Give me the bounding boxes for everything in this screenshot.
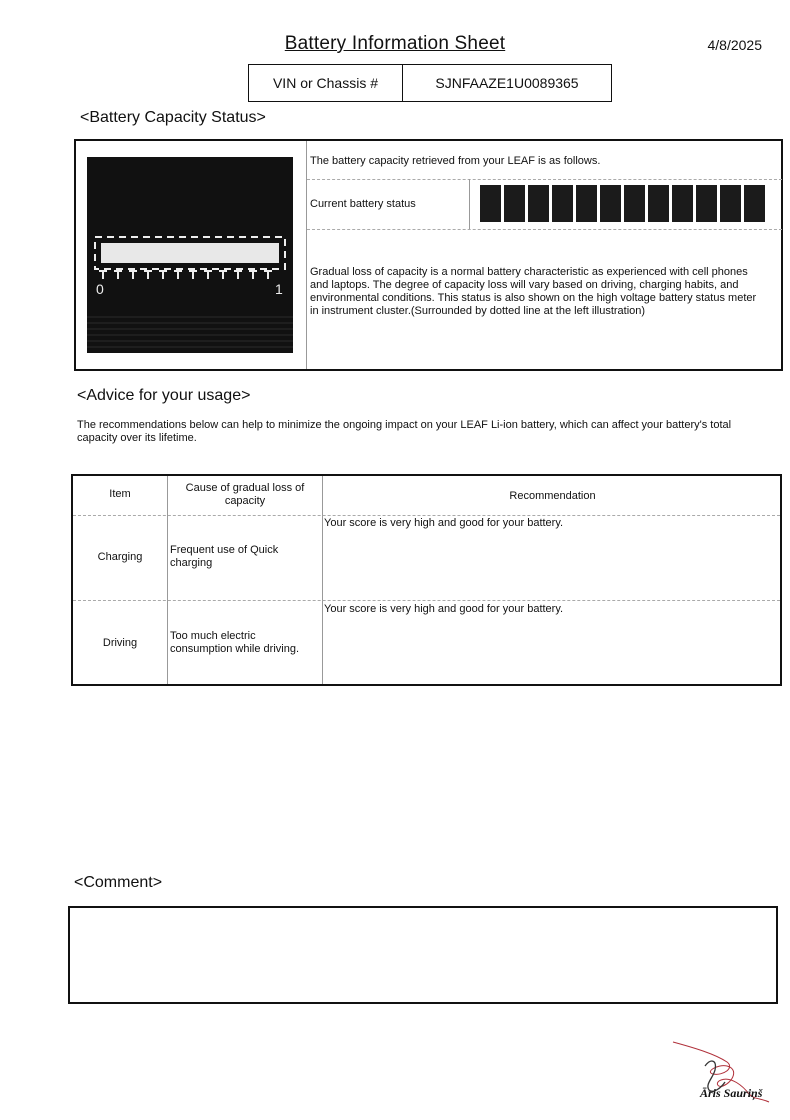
capacity-bar [600, 185, 621, 222]
row-driving-recommendation: Your score is very high and good for your battery. [324, 603, 564, 615]
row-charging-cause: Frequent use of Quick charging [170, 544, 279, 569]
capacity-bar [504, 185, 525, 222]
meter-scale-min: 0 [96, 281, 104, 297]
comment-heading: <Comment> [74, 874, 163, 891]
meter-scale-max: 1 [275, 281, 283, 297]
row-driving-item: Driving [102, 637, 138, 649]
capacity-info-panel [306, 141, 782, 369]
comment-text [70, 908, 776, 920]
capacity-bar [528, 185, 549, 222]
signer-name: Āris Sauriņš [700, 1086, 763, 1100]
advice-heading: <Advice for your usage> [77, 387, 251, 404]
battery-meter-graphic [87, 157, 293, 353]
vin-table [248, 64, 612, 102]
capacity-bar [696, 185, 717, 222]
row-charging-item: Charging [97, 551, 143, 563]
retrieved-text: The battery capacity retrieved from your LEAF is as follows. [310, 155, 601, 167]
battery-capacity-bars [480, 185, 765, 222]
capacity-bar [480, 185, 501, 222]
capacity-status-box [74, 139, 783, 371]
comment-box [68, 906, 778, 1004]
column-header-cause: Cause of gradual loss of capacity [185, 482, 305, 507]
document-title: Battery Information Sheet [284, 33, 506, 54]
vin-label: VIN or Chassis # [249, 65, 403, 101]
capacity-bar [552, 185, 573, 222]
row-charging-recommendation: Your score is very high and good for your battery. [324, 517, 564, 529]
capacity-bar [624, 185, 645, 222]
capacity-bar [576, 185, 597, 222]
capacity-bar [720, 185, 741, 222]
document-date: 4/8/2025 [707, 37, 762, 53]
current-status-label: Current battery status [310, 198, 416, 210]
capacity-bar [648, 185, 669, 222]
column-header-item: Item [109, 488, 131, 500]
row-driving-cause: Too much electric consumption while driving. [170, 630, 300, 655]
battery-meter-illustration [87, 157, 293, 353]
column-header-recommendation: Recommendation [509, 490, 596, 502]
capacity-bar [672, 185, 693, 222]
capacity-bar [744, 185, 765, 222]
advice-intro: The recommendations below can help to minimize the ongoing impact on your LEAF Li-ion battery, which can affect your battery's total capacity over its lifetime. [77, 419, 732, 444]
advice-table [71, 474, 782, 686]
capacity-explanation: Gradual loss of capacity is a normal battery characteristic as experienced with cell phones and laptops. The degree of capacity loss will vary based on driving, charging habits, and environmental conditions. This status is also shown on the high voltage battery status meter in instrument cluster.(Surrounded by dotted line at the left illustration) [310, 266, 757, 317]
vin-value: SJNFAAZE1U0089365 [435, 75, 579, 91]
capacity-heading: <Battery Capacity Status> [80, 109, 266, 126]
